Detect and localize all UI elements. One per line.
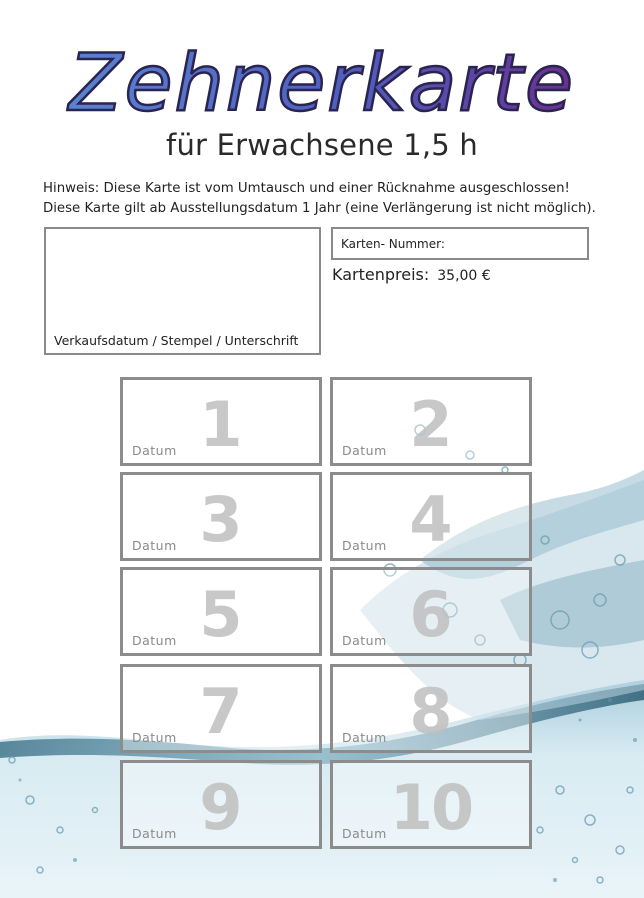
stamp-slot-6[interactable] [330,567,532,656]
price-value: 35,00 € [437,268,491,284]
slot-date-label: Datum [132,826,177,841]
slot-date-label: Datum [132,538,177,553]
stamp-box-label: Verkaufsdatum / Stempel / Unterschrift [54,333,299,348]
notice-line-1: Hinweis: Diese Karte ist vom Umtausch und einer Rücknahme ausgeschlossen! [43,181,570,196]
stamp-slot-4[interactable] [330,472,532,561]
slot-date-label: Datum [342,633,387,648]
slot-date-label: Datum [132,443,177,458]
stamp-slot-7[interactable] [120,664,322,753]
title-lettering [0,30,644,125]
slot-number: 4 [409,483,453,556]
notice-text [43,179,633,219]
slot-date-label: Datum [342,443,387,458]
slot-number: 10 [389,771,473,844]
stamp-signature-box[interactable] [44,227,321,355]
slot-number: 8 [409,675,453,748]
card-number-field[interactable] [331,227,589,260]
slot-date-label: Datum [342,826,387,841]
card-number-label: Karten- Nummer: [341,237,445,251]
notice-line-2: Diese Karte gilt ab Ausstellungsdatum 1 Jahr (eine Verlängerung ist nicht möglich). [43,201,596,216]
slot-date-label: Datum [132,730,177,745]
slot-number: 1 [199,388,243,461]
slot-number: 9 [199,771,243,844]
slot-date-label: Datum [342,730,387,745]
slot-number: 7 [199,675,243,748]
slot-number: 5 [199,578,243,651]
price-label: Kartenpreis: [332,265,430,284]
stamp-slot-3[interactable] [120,472,322,561]
slot-number: 3 [199,483,243,556]
stamp-slot-5[interactable] [120,567,322,656]
card-price [332,265,491,284]
stamp-slot-2[interactable] [330,377,532,466]
title-text: Zehnerkarte [69,39,575,125]
slot-number: 2 [409,388,453,461]
page-title [0,30,644,125]
stamp-slot-10[interactable] [330,760,532,849]
stamp-slot-9[interactable] [120,760,322,849]
subtitle: für Erwachsene 1,5 h [166,128,478,162]
slot-number: 6 [409,578,453,651]
stamp-slot-8[interactable] [330,664,532,753]
slot-date-label: Datum [342,538,387,553]
stamp-slot-1[interactable] [120,377,322,466]
slot-date-label: Datum [132,633,177,648]
